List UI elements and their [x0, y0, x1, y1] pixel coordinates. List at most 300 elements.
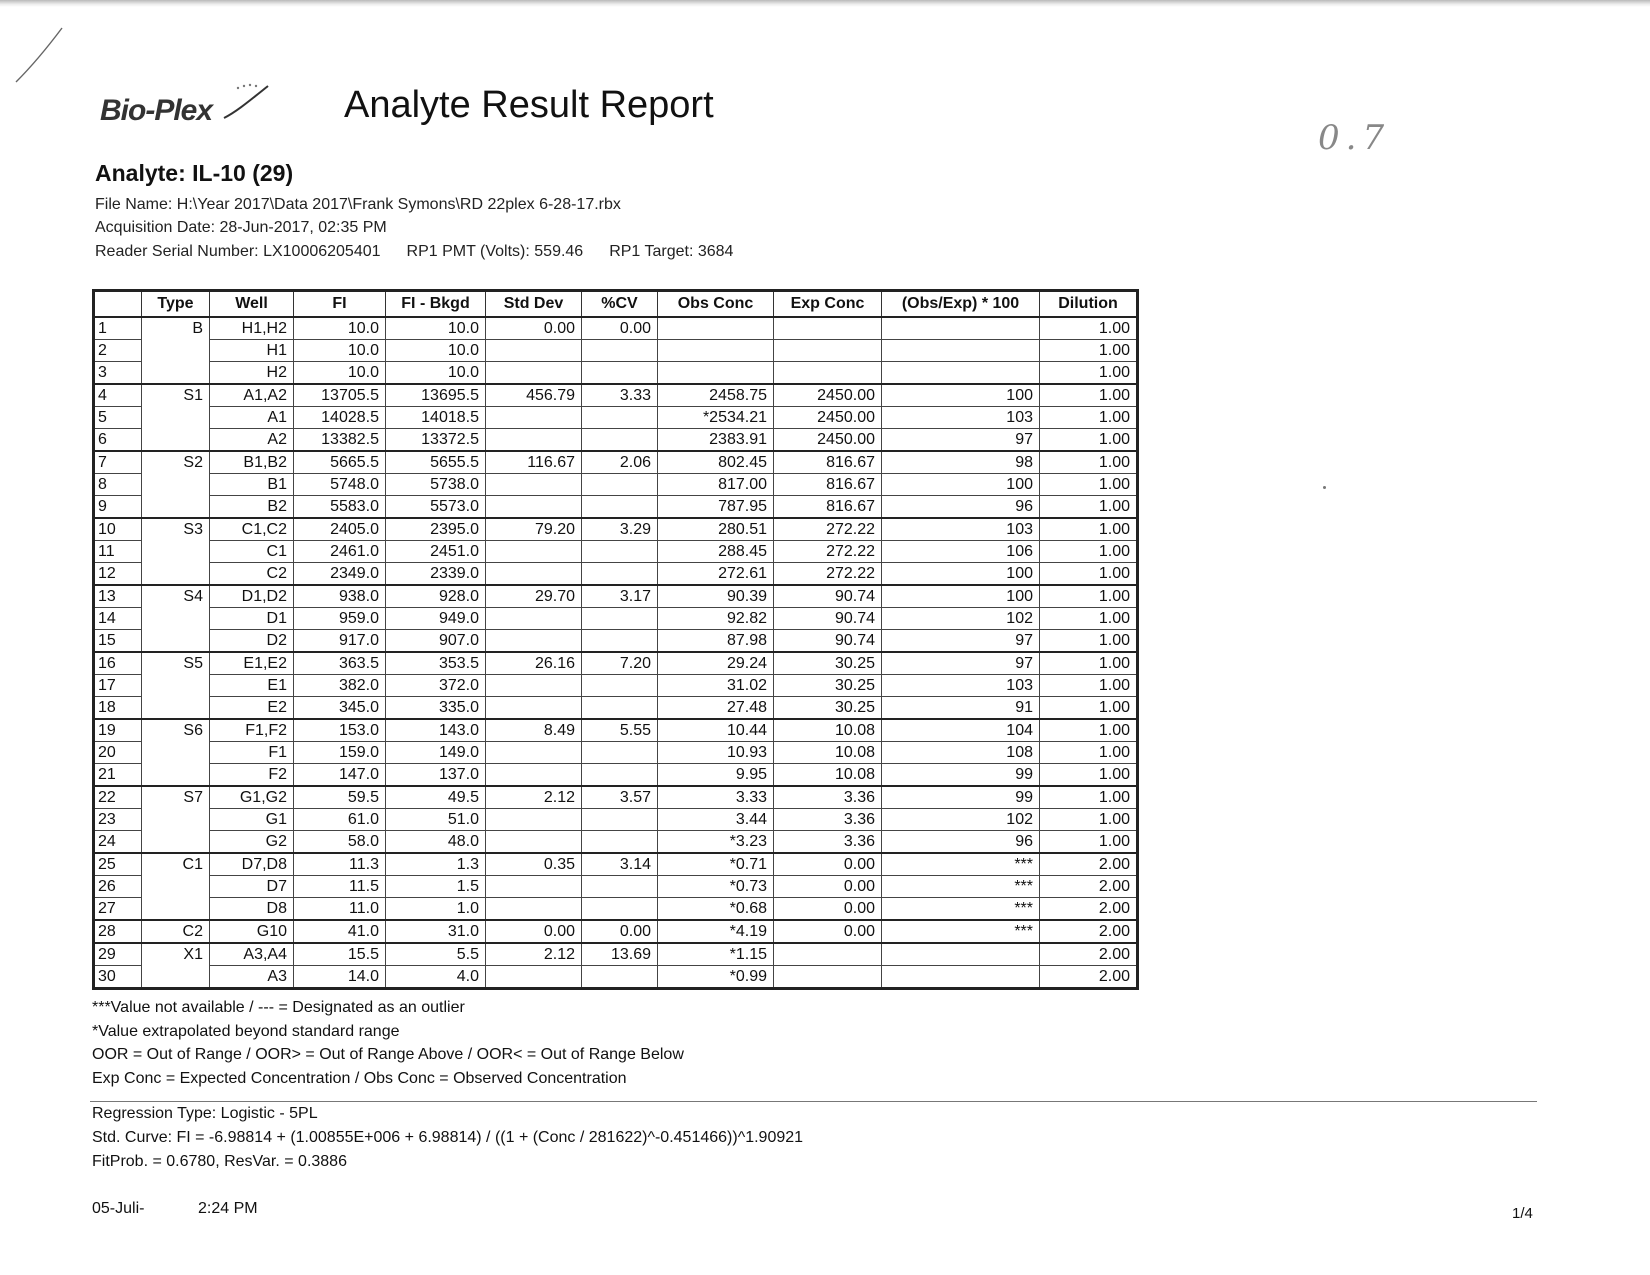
- table-row: [94, 943, 1138, 966]
- table-header-row: [94, 291, 1138, 318]
- table-cell: 10.0: [386, 362, 486, 385]
- table-cell: 2.00: [1040, 966, 1138, 989]
- footer-time: 2:24 PM: [198, 1200, 258, 1217]
- table-cell: 3.57: [582, 786, 658, 809]
- table-cell: 13705.5: [294, 384, 386, 407]
- table-cell: 2.00: [1040, 898, 1138, 921]
- table-row: [94, 474, 1138, 496]
- table-cell: 91: [882, 697, 1040, 720]
- table-cell: 1.00: [1040, 518, 1138, 541]
- table-cell: *0.68: [658, 898, 774, 921]
- table-cell: 106: [882, 541, 1040, 563]
- table-row: [94, 719, 1138, 742]
- table-cell: 58.0: [294, 831, 386, 854]
- table-cell: 10.93: [658, 742, 774, 764]
- table-cell: E1: [210, 675, 294, 697]
- table-cell: 26: [94, 876, 142, 898]
- table-cell: A3,A4: [210, 943, 294, 966]
- column-header: Type: [142, 291, 210, 318]
- table-cell: [142, 764, 210, 787]
- table-cell: 2461.0: [294, 541, 386, 563]
- table-cell: 0.00: [774, 876, 882, 898]
- table-cell: 1.3: [386, 853, 486, 876]
- table-cell: 87.98: [658, 630, 774, 653]
- table-cell: 20: [94, 742, 142, 764]
- table-cell: 99: [882, 786, 1040, 809]
- fit-stats: FitProb. = 0.6780, ResVar. = 0.3886: [92, 1153, 347, 1170]
- table-cell: 5738.0: [386, 474, 486, 496]
- table-cell: 10.0: [294, 362, 386, 385]
- table-cell: B2: [210, 496, 294, 519]
- table-cell: *4.19: [658, 920, 774, 943]
- table-cell: [774, 943, 882, 966]
- table-cell: 13372.5: [386, 429, 486, 452]
- table-cell: 3.36: [774, 831, 882, 854]
- table-cell: 2.06: [582, 451, 658, 474]
- table-cell: [582, 675, 658, 697]
- table-cell: 272.22: [774, 541, 882, 563]
- table-cell: [582, 966, 658, 989]
- table-row: [94, 630, 1138, 653]
- table-cell: [582, 496, 658, 519]
- table-row: [94, 876, 1138, 898]
- table-cell: 10.0: [294, 340, 386, 362]
- table-cell: G2: [210, 831, 294, 854]
- table-cell: 98: [882, 451, 1040, 474]
- table-cell: 0.00: [774, 920, 882, 943]
- table-cell: 103: [882, 675, 1040, 697]
- analyte-heading: Analyte: IL-10 (29): [95, 160, 294, 186]
- table-cell: 1.00: [1040, 585, 1138, 608]
- table-cell: 2395.0: [386, 518, 486, 541]
- table-cell: [486, 831, 582, 854]
- table-cell: 2450.00: [774, 384, 882, 407]
- note-line: Exp Conc = Expected Concentration / Obs Conc = Observed Concentration: [92, 1069, 627, 1087]
- table-row: [94, 652, 1138, 675]
- table-cell: [582, 474, 658, 496]
- column-header: FI - Bkgd: [386, 291, 486, 318]
- table-cell: E1,E2: [210, 652, 294, 675]
- table-cell: [582, 809, 658, 831]
- regression-type: Regression Type: Logistic - 5PL: [92, 1105, 318, 1122]
- table-cell: 103: [882, 407, 1040, 429]
- table-cell: 2.00: [1040, 943, 1138, 966]
- table-cell: [142, 496, 210, 519]
- table-cell: 1.00: [1040, 742, 1138, 764]
- table-cell: D7,D8: [210, 853, 294, 876]
- table-cell: [486, 898, 582, 921]
- acquisition-date: Acquisition Date: 28-Jun-2017, 02:35 PM: [95, 219, 387, 236]
- table-cell: 10.08: [774, 764, 882, 787]
- table-cell: 49.5: [386, 786, 486, 809]
- table-cell: [582, 608, 658, 630]
- table-cell: 10.0: [386, 340, 486, 362]
- table-cell: 0.00: [774, 853, 882, 876]
- table-cell: C1: [142, 853, 210, 876]
- table-cell: 3.33: [658, 786, 774, 809]
- table-row: [94, 831, 1138, 854]
- table-cell: 2339.0: [386, 563, 486, 586]
- table-row: [94, 585, 1138, 608]
- table-cell: 2: [94, 340, 142, 362]
- table-cell: 382.0: [294, 675, 386, 697]
- table-cell: 816.67: [774, 496, 882, 519]
- table-cell: 13695.5: [386, 384, 486, 407]
- table-cell: [486, 809, 582, 831]
- table-cell: [582, 340, 658, 362]
- table-cell: 949.0: [386, 608, 486, 630]
- table-cell: 1.00: [1040, 340, 1138, 362]
- table-cell: 11.5: [294, 876, 386, 898]
- table-cell: 0.00: [774, 898, 882, 921]
- table-cell: 99: [882, 764, 1040, 787]
- table-body: [94, 317, 1138, 989]
- table-cell: 8.49: [486, 719, 582, 742]
- table-cell: 30.25: [774, 697, 882, 720]
- table-cell: 6: [94, 429, 142, 452]
- table-cell: 345.0: [294, 697, 386, 720]
- table-cell: 15: [94, 630, 142, 653]
- table-cell: [582, 831, 658, 854]
- logo-text: Bio-Plex: [100, 94, 213, 127]
- note-line: *Value extrapolated beyond standard range: [92, 1022, 400, 1040]
- table-cell: ***: [882, 898, 1040, 921]
- table-row: [94, 384, 1138, 407]
- table-cell: [882, 966, 1040, 989]
- table-row: [94, 541, 1138, 563]
- table-cell: D1,D2: [210, 585, 294, 608]
- table-cell: [486, 608, 582, 630]
- table-cell: [582, 630, 658, 653]
- table-cell: A3: [210, 966, 294, 989]
- table-cell: [882, 943, 1040, 966]
- regression-info: [92, 1102, 803, 1174]
- table-cell: F2: [210, 764, 294, 787]
- table-cell: S5: [142, 652, 210, 675]
- table-cell: 1.00: [1040, 809, 1138, 831]
- table-cell: ***: [882, 876, 1040, 898]
- table-cell: [882, 317, 1040, 340]
- table-cell: 10.08: [774, 742, 882, 764]
- table-cell: 1.00: [1040, 697, 1138, 720]
- table-cell: 2458.75: [658, 384, 774, 407]
- table-cell: [582, 563, 658, 586]
- table-cell: 372.0: [386, 675, 486, 697]
- table-cell: 1.00: [1040, 474, 1138, 496]
- scan-top-edge: [0, 0, 1650, 7]
- table-row: [94, 764, 1138, 787]
- table-cell: 1.00: [1040, 451, 1138, 474]
- reader-info-line: [95, 243, 733, 261]
- reader-serial: Reader Serial Number: LX10006205401: [95, 243, 381, 260]
- table-cell: 28: [94, 920, 142, 943]
- table-row: [94, 362, 1138, 385]
- table-cell: E2: [210, 697, 294, 720]
- table-cell: [142, 474, 210, 496]
- table-cell: 0.00: [486, 317, 582, 340]
- table-cell: 61.0: [294, 809, 386, 831]
- table-cell: 116.67: [486, 451, 582, 474]
- table-cell: 2349.0: [294, 563, 386, 586]
- table-cell: 1.00: [1040, 719, 1138, 742]
- table-cell: [486, 966, 582, 989]
- page-number: 1/4: [1512, 1205, 1533, 1222]
- table-cell: 97: [882, 630, 1040, 653]
- table-cell: 22: [94, 786, 142, 809]
- table-cell: [142, 742, 210, 764]
- table-cell: [142, 563, 210, 586]
- table-cell: 10: [94, 518, 142, 541]
- table-cell: 15.5: [294, 943, 386, 966]
- rp1-pmt: RP1 PMT (Volts): 559.46: [406, 243, 584, 260]
- table-cell: [486, 429, 582, 452]
- table-cell: 90.39: [658, 585, 774, 608]
- table-cell: 9.95: [658, 764, 774, 787]
- table-cell: *0.73: [658, 876, 774, 898]
- table-cell: 96: [882, 831, 1040, 854]
- table-cell: 363.5: [294, 652, 386, 675]
- table-cell: 1.00: [1040, 652, 1138, 675]
- table-cell: 143.0: [386, 719, 486, 742]
- table-cell: 4: [94, 384, 142, 407]
- table-cell: 23: [94, 809, 142, 831]
- table-cell: [582, 429, 658, 452]
- table-cell: 816.67: [774, 451, 882, 474]
- table-cell: 5573.0: [386, 496, 486, 519]
- table-cell: [582, 898, 658, 921]
- table-cell: 90.74: [774, 585, 882, 608]
- table-cell: 29.70: [486, 585, 582, 608]
- table-row: [94, 809, 1138, 831]
- column-header: Dilution: [1040, 291, 1138, 318]
- table-cell: 1.5: [386, 876, 486, 898]
- column-header: Exp Conc: [774, 291, 882, 318]
- table-cell: 3.29: [582, 518, 658, 541]
- table-cell: 25: [94, 853, 142, 876]
- table-cell: [658, 340, 774, 362]
- table-cell: 27.48: [658, 697, 774, 720]
- table-cell: [582, 407, 658, 429]
- table-cell: 3.14: [582, 853, 658, 876]
- table-cell: 5.55: [582, 719, 658, 742]
- table-cell: [486, 630, 582, 653]
- table-cell: 7: [94, 451, 142, 474]
- table-cell: [882, 362, 1040, 385]
- table-cell: [142, 630, 210, 653]
- table-cell: *3.23: [658, 831, 774, 854]
- table-cell: [142, 541, 210, 563]
- table-cell: 5665.5: [294, 451, 386, 474]
- table-cell: 10.0: [386, 317, 486, 340]
- table-cell: 0.00: [486, 920, 582, 943]
- table-cell: 102: [882, 608, 1040, 630]
- table-cell: 816.67: [774, 474, 882, 496]
- table-cell: G1,G2: [210, 786, 294, 809]
- table-cell: [582, 876, 658, 898]
- table-cell: 4.0: [386, 966, 486, 989]
- table-cell: [486, 742, 582, 764]
- table-cell: 2.12: [486, 943, 582, 966]
- table-cell: 8: [94, 474, 142, 496]
- table-cell: 353.5: [386, 652, 486, 675]
- table-cell: 3.44: [658, 809, 774, 831]
- table-cell: A1: [210, 407, 294, 429]
- table-cell: B1,B2: [210, 451, 294, 474]
- table-cell: 1.00: [1040, 831, 1138, 854]
- table-cell: [142, 608, 210, 630]
- table-cell: 104: [882, 719, 1040, 742]
- table-cell: 96: [882, 496, 1040, 519]
- table-cell: [582, 697, 658, 720]
- table-cell: 11.3: [294, 853, 386, 876]
- table-row: [94, 340, 1138, 362]
- table-cell: 5.5: [386, 943, 486, 966]
- table-row: [94, 898, 1138, 921]
- table-cell: 272.61: [658, 563, 774, 586]
- table-cell: 79.20: [486, 518, 582, 541]
- table-cell: 90.74: [774, 630, 882, 653]
- table-cell: [486, 697, 582, 720]
- legend-notes: [92, 996, 684, 1090]
- table-cell: 92.82: [658, 608, 774, 630]
- table-cell: 59.5: [294, 786, 386, 809]
- table-row: [94, 563, 1138, 586]
- table-cell: 1.00: [1040, 429, 1138, 452]
- rp1-target: RP1 Target: 3684: [609, 243, 734, 260]
- table-cell: S1: [142, 384, 210, 407]
- table-cell: 29.24: [658, 652, 774, 675]
- table-cell: 159.0: [294, 742, 386, 764]
- table-cell: [486, 541, 582, 563]
- table-cell: [486, 362, 582, 385]
- table-cell: X1: [142, 943, 210, 966]
- table-cell: D1: [210, 608, 294, 630]
- table-cell: S2: [142, 451, 210, 474]
- footer-date: 05-Juli-: [92, 1200, 145, 1217]
- table-row: [94, 920, 1138, 943]
- table-cell: [658, 362, 774, 385]
- table-cell: 3.17: [582, 585, 658, 608]
- table-cell: 12: [94, 563, 142, 586]
- table-cell: 90.74: [774, 608, 882, 630]
- table-cell: H1,H2: [210, 317, 294, 340]
- column-header: (Obs/Exp) * 100: [882, 291, 1040, 318]
- table-cell: 1: [94, 317, 142, 340]
- table-cell: 288.45: [658, 541, 774, 563]
- table-cell: H2: [210, 362, 294, 385]
- table-row: [94, 697, 1138, 720]
- table-row: [94, 675, 1138, 697]
- table-cell: ***: [882, 920, 1040, 943]
- table-cell: 2451.0: [386, 541, 486, 563]
- table-cell: *0.99: [658, 966, 774, 989]
- table-cell: 5: [94, 407, 142, 429]
- pen-stroke-mark: [10, 22, 80, 92]
- table-row: [94, 518, 1138, 541]
- table-cell: 2.00: [1040, 920, 1138, 943]
- table-cell: [142, 831, 210, 854]
- table-cell: [142, 898, 210, 921]
- table-cell: [774, 966, 882, 989]
- table-cell: 137.0: [386, 764, 486, 787]
- table-cell: 18: [94, 697, 142, 720]
- file-name: File Name: H:\Year 2017\Data 2017\Frank Symons\RD 22plex 6-28-17.rbx: [95, 196, 621, 213]
- table-cell: 14018.5: [386, 407, 486, 429]
- table-cell: 11.0: [294, 898, 386, 921]
- table-cell: 10.0: [294, 317, 386, 340]
- table-cell: 1.00: [1040, 608, 1138, 630]
- table-row: [94, 608, 1138, 630]
- table-cell: 2450.00: [774, 407, 882, 429]
- table-cell: 1.00: [1040, 764, 1138, 787]
- table-row: [94, 317, 1138, 340]
- bio-plex-logo: [100, 84, 270, 140]
- table-cell: *2534.21: [658, 407, 774, 429]
- results-table: [92, 289, 1139, 990]
- table-cell: [486, 764, 582, 787]
- table-cell: [486, 496, 582, 519]
- table-cell: D7: [210, 876, 294, 898]
- table-cell: 0.00: [582, 920, 658, 943]
- table-cell: 2.00: [1040, 876, 1138, 898]
- std-curve: Std. Curve: FI = -6.98814 + (1.00855E+006 + 6.98814) / ((1 + (Conc / 281622)^-0.451466))^1.90921: [92, 1129, 804, 1146]
- table-cell: 2383.91: [658, 429, 774, 452]
- table-cell: B1: [210, 474, 294, 496]
- table-cell: C2: [142, 920, 210, 943]
- table-row: [94, 786, 1138, 809]
- table-cell: 30.25: [774, 652, 882, 675]
- table-cell: [142, 407, 210, 429]
- table-cell: [582, 541, 658, 563]
- logo-swoosh-icon: [218, 82, 278, 122]
- table-cell: 3.36: [774, 786, 882, 809]
- table-cell: [486, 563, 582, 586]
- table-cell: 2405.0: [294, 518, 386, 541]
- table-cell: 16: [94, 652, 142, 675]
- table-cell: 100: [882, 563, 1040, 586]
- table-cell: 100: [882, 474, 1040, 496]
- table-cell: 907.0: [386, 630, 486, 653]
- table-cell: 335.0: [386, 697, 486, 720]
- table-cell: 802.45: [658, 451, 774, 474]
- table-cell: 10.44: [658, 719, 774, 742]
- table-cell: 100: [882, 384, 1040, 407]
- table-cell: 19: [94, 719, 142, 742]
- table-cell: D8: [210, 898, 294, 921]
- table-cell: 959.0: [294, 608, 386, 630]
- table-cell: 2.12: [486, 786, 582, 809]
- table-row: [94, 429, 1138, 452]
- column-header: [94, 291, 142, 318]
- table-cell: 3: [94, 362, 142, 385]
- table-cell: 31.0: [386, 920, 486, 943]
- table-cell: [486, 407, 582, 429]
- table-cell: 24: [94, 831, 142, 854]
- table-cell: 7.20: [582, 652, 658, 675]
- table-cell: [142, 876, 210, 898]
- table-cell: 1.00: [1040, 786, 1138, 809]
- table-cell: [582, 742, 658, 764]
- table-cell: 108: [882, 742, 1040, 764]
- table-cell: G1: [210, 809, 294, 831]
- table-cell: S4: [142, 585, 210, 608]
- table-cell: S6: [142, 719, 210, 742]
- table-cell: 280.51: [658, 518, 774, 541]
- table-cell: [142, 340, 210, 362]
- table-cell: 30.25: [774, 675, 882, 697]
- table-cell: ***: [882, 853, 1040, 876]
- table-row: [94, 853, 1138, 876]
